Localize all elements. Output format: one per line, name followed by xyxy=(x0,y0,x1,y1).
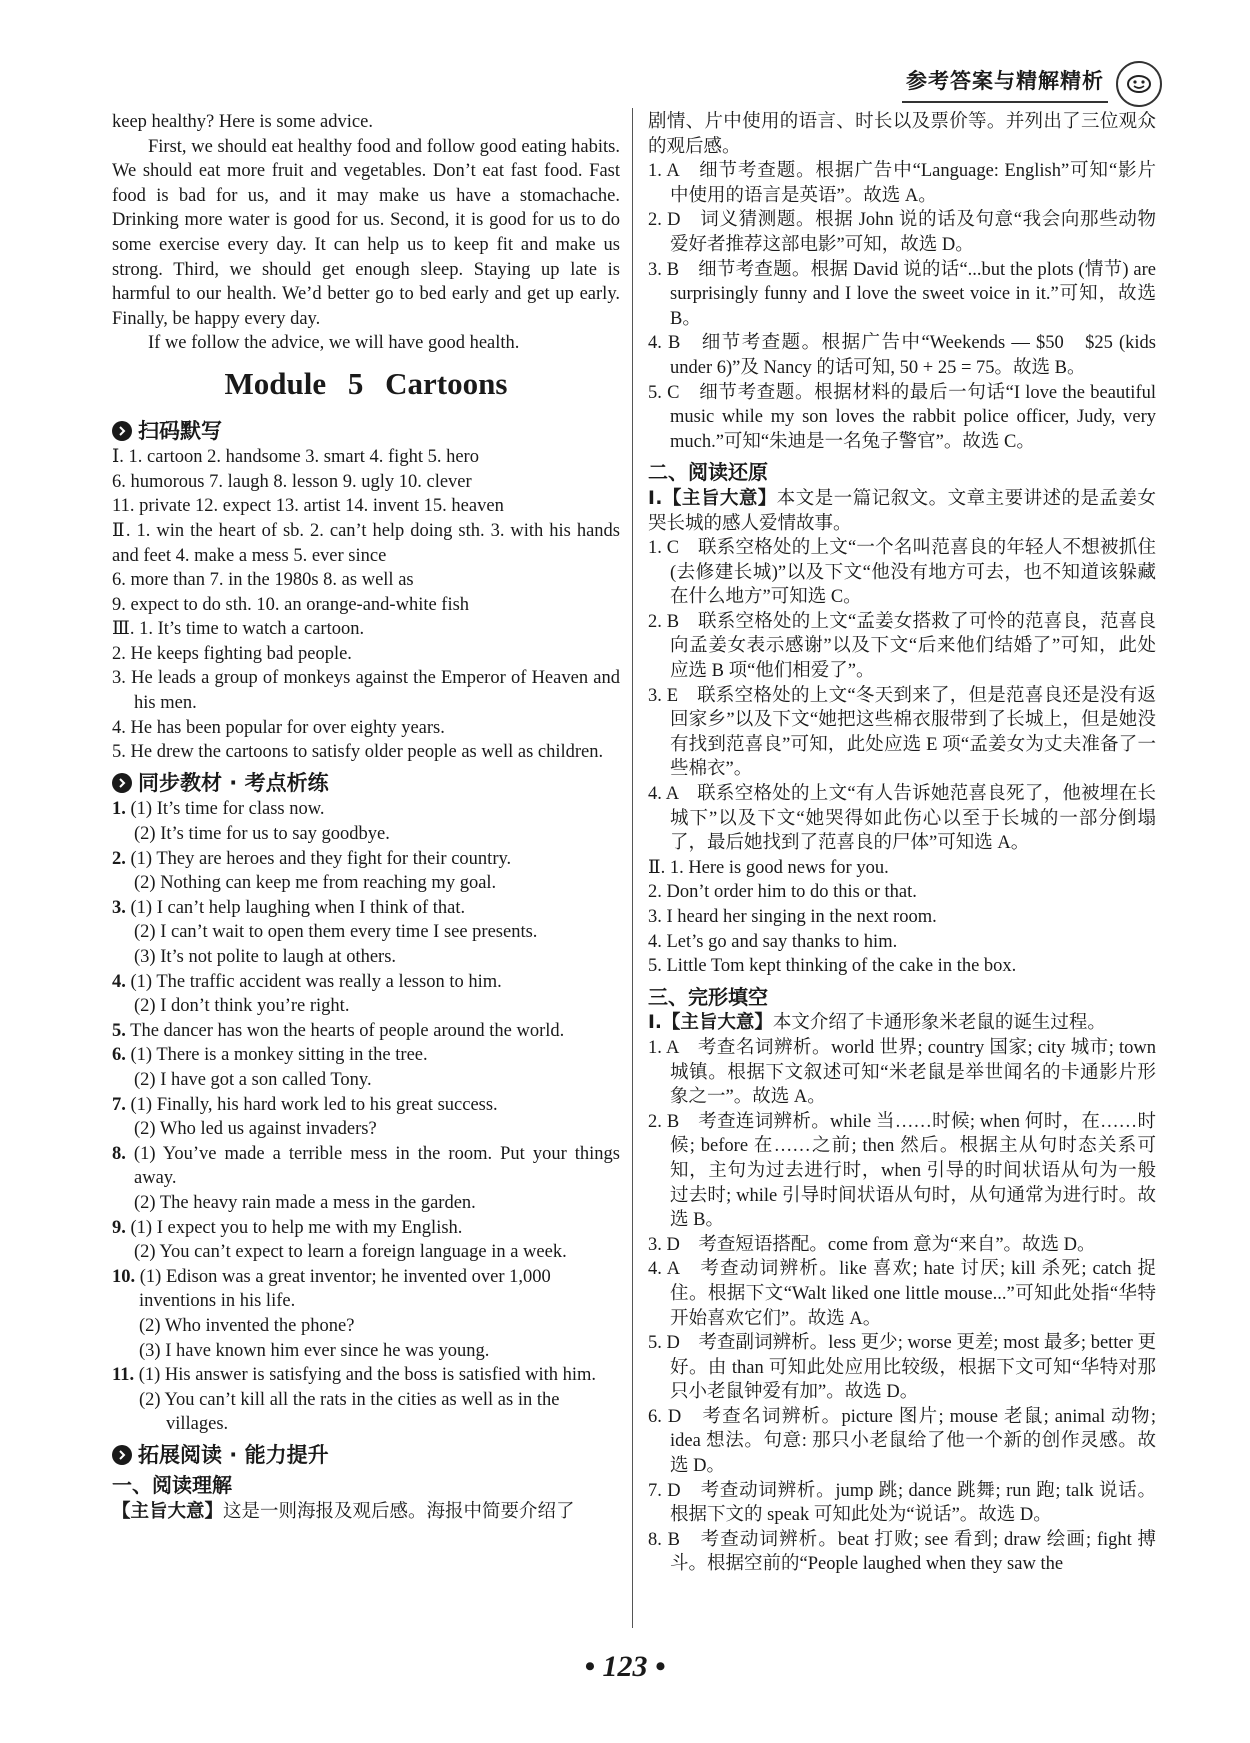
section-sync-practice xyxy=(112,771,620,796)
page-number: • 123 • xyxy=(584,1650,666,1683)
chevron-right-icon xyxy=(112,1445,132,1465)
answer-item: 1. A 考查名词辨析。world 世界; country 国家; city 城市; town 城镇。根据下文叙述可知“米老鼠是举世闻名的卡通影片形象之一”。故选 A。 xyxy=(648,1037,1156,1108)
answer-item: 2. B 联系空格处的上文“孟姜女搭救了可怜的范喜良，范喜良向孟姜女表示感谢”以及下文“后来他们结婚了”可知，此处应选 B 项“他们相爱了”。 xyxy=(648,611,1156,682)
right-column xyxy=(648,110,1156,1577)
answer-item: 4. A 联系空格处的上文“有人告诉她范喜良死了，他被埋在长城下”以及下文“她哭得如此伤心以至于长城的一部分倒塌了，最后她找到了范喜良的尸体”可知选 A。 xyxy=(648,784,1156,854)
sentence-line: 2. Don’t order him to do this or that. xyxy=(648,882,917,903)
sentence-line: Ⅱ. 1. Here is good news for you. xyxy=(648,857,889,878)
answer-item: 8. B 考查动词辨析。beat 打败; see 看到; draw 绘画; fight 搏斗。根据空前的“People laughed when they saw the xyxy=(648,1529,1156,1575)
answer-item: 3. B 细节考查题。根据 David 说的话“...but the plots (情节) are surprisingly funny and I love the sweet voice in it.”可知，故选 B。 xyxy=(648,259,1156,329)
header-title: 参考答案与精解精析 xyxy=(902,65,1108,103)
practice-item: 6. (1) There is a monkey sitting in the tree. (2) I have got a son called Tony. xyxy=(112,1045,428,1090)
smiling-book-logo-icon xyxy=(1116,61,1162,107)
phrase-line: 9. expect to do sth. 10. an orange-and-white fish xyxy=(112,594,470,615)
practice-item: 7. (1) Finally, his hard work led to his great success. (2) Who led us against invaders? xyxy=(112,1094,498,1140)
column-divider xyxy=(632,108,633,1628)
vocab-line: 6. humorous 7. laugh 8. lesson 9. ugly 10. clever xyxy=(112,471,472,492)
chevron-right-icon xyxy=(112,773,132,793)
essay-line: keep healthy? Here is some advice. xyxy=(112,112,373,132)
sentence-line: 5. He drew the cartoons to satisfy older people as well as children. xyxy=(112,742,604,763)
answer-item: 4. A 考查动词辨析。like 喜欢; hate 讨厌; kill 杀死; catch 捉住。根据下文“Walt liked one little mouse...”可知此处指“华特开始喜欢它们”。故选 A。 xyxy=(648,1259,1156,1329)
answer-item: 3. D 考查短语搭配。come from 意为“来自”。故选 D。 xyxy=(648,1234,1096,1255)
sentence-line: 5. Little Tom kept thinking of the cake in the box. xyxy=(648,956,1017,977)
vocab-line: 11. private 12. expect 13. artist 14. invent 15. heaven xyxy=(112,496,504,517)
practice-item: 10. (1) Edison was a great inventor; he invented over 1,000 inventions in his life. (2) Who invented the phone? (3) I have known him ever since he was young. xyxy=(112,1266,551,1361)
practice-item: 11. (1) His answer is satisfying and the boss is satisfied with him. (2) You can’t kill all the rats in the cities as well as in the villages. xyxy=(112,1365,597,1435)
section-title: 扫码默写 xyxy=(138,418,222,443)
summary-line: Ⅰ.【主旨大意】本文介绍了卡通形象米老鼠的诞生过程。 xyxy=(648,1012,1106,1034)
answer-item: 6. D 考查名词辨析。picture 图片; mouse 老鼠; animal 动物; idea 想法。句意: 那只小老鼠给了他一个新的创作灵感。故选 D。 xyxy=(648,1406,1156,1477)
sentence-line: 3. I heard her singing in the next room. xyxy=(648,907,937,927)
chevron-right-icon xyxy=(112,421,132,441)
answer-item: 2. D 词义猜测题。根据 John 说的话及句意“我会向那些动物爱好者推荐这部电影”可知，故选 D。 xyxy=(648,210,1156,255)
answer-item: 1. C 联系空格处的上文“一个名叫范喜良的年轻人不想被抓住(去修建长城)”以及下文“他没有地方可去，也不知道该躲藏在什么地方”可知选 C。 xyxy=(648,538,1156,608)
section-extended-reading xyxy=(112,1443,620,1468)
summary-line: Ⅰ.【主旨大意】本文是一篇记叙文。文章主要讲述的是孟姜女哭长城的感人爱情故事。 xyxy=(648,487,1156,534)
section-scan-write xyxy=(112,419,620,444)
sentence-line: 4. Let’s go and say thanks to him. xyxy=(648,931,898,952)
essay-conclusion: If we follow the advice, we will have good health. xyxy=(148,333,520,354)
sentence-line: 4. He has been popular for over eighty years. xyxy=(112,717,445,738)
phrase-line: 6. more than 7. in the 1980s 8. as well as xyxy=(112,570,414,591)
left-column xyxy=(112,110,620,1525)
practice-item: 2. (1) They are heroes and they fight for their country. (2) Nothing can keep me from reaching my goal. xyxy=(112,848,512,894)
practice-item: 5. The dancer has won the hearts of people around the world. xyxy=(112,1020,565,1041)
answer-item: 5. D 考查副词辨析。less 更少; worse 更差; most 最多; better 更好。由 than 可知此处应用比较级，根据下文可知“华特对那只小老鼠钟爱有加”。故选 D。 xyxy=(648,1333,1156,1403)
module-title: Module 5 Cartoons xyxy=(224,365,508,401)
answer-item: 1. A 细节考查题。根据广告中“Language: English”可知“影片中使用的语言是英语”。故选 A。 xyxy=(648,161,1156,206)
answer-item: 4. B 细节考查题。根据广告中“Weekends — $50 $25 (kids under 6)”及 Nancy 的话可知, 50 + 25 = 75。故选 B。 xyxy=(648,333,1156,378)
summary-continued: 剧情、片中使用的语言、时长以及票价等。并列出了三位观众的观后感。 xyxy=(648,112,1156,157)
section-title: 同步教材 · 考点析练 xyxy=(138,770,329,795)
practice-item: 3. (1) I can’t help laughing when I think of that. (2) I can’t wait to open them every time I see presents. (3) It’s not polite to laugh at others. xyxy=(112,897,538,967)
summary-line: 【主旨大意】这是一则海报及观后感。海报中简要介绍了 xyxy=(112,1501,575,1523)
sentence-line: Ⅲ. 1. It’s time to watch a cartoon. xyxy=(112,619,365,640)
answer-item: 5. C 细节考查题。根据材料的最后一句话“I love the beautiful music while my son loves the rabbit police officer, Judy, very much.”可知“朱迪是一名兔子警官”。故选 C。 xyxy=(648,382,1156,452)
practice-item: 8. (1) You’ve made a terrible mess in the room. Put your things away. (2) The heavy rain made a mess in the garden. xyxy=(112,1143,621,1213)
sentence-line: 3. He leads a group of monkeys against the Emperor of Heaven and his men. xyxy=(112,668,620,714)
section-title: 拓展阅读 · 能力提升 xyxy=(138,1442,329,1467)
phrase-line: Ⅱ. 1. win the heart of sb. 2. can’t help doing sth. 3. with his hands and feet 4. make a mess 5. ever since xyxy=(112,520,620,566)
answer-item: 2. B 考查连词辨析。while 当……时候; when 何时，在……时候; before 在……之前; then 然后。根据主从句时态关系可知，主句为过去进行时，when 引导的时间状语从句为一般过去时; while 引导时间状语从句时，从句通常为进行时。故选 B。 xyxy=(648,1111,1156,1231)
practice-item: 4. (1) The traffic accident was really a lesson to him. (2) I don’t think you’re right. xyxy=(112,971,502,1017)
answer-item: 7. D 考查动词辨析。jump 跳; dance 跳舞; run 跑; talk 说话。根据下文的 speak 可知此处为“说话”。故选 D。 xyxy=(648,1480,1156,1526)
answer-item: 3. E 联系空格处的上文“冬天到来了，但是范喜良还是没有返回家乡”以及下文“她把这些棉衣服带到了长城上，但是她没有找到范喜良”可知，此处应选 E 项“孟姜女为丈夫准备了一些棉衣”。 xyxy=(648,685,1156,780)
subsection-title: 二、阅读还原 xyxy=(648,460,768,485)
subsection-title: 三、完形填空 xyxy=(648,984,768,1009)
subsection-title: 一、阅读理解 xyxy=(112,1473,232,1498)
page-header xyxy=(902,60,1162,108)
practice-item: 9. (1) I expect you to help me with my English. (2) You can’t expect to learn a foreign language in a week. xyxy=(112,1217,567,1263)
vocab-line: Ⅰ. 1. cartoon 2. handsome 3. smart 4. fight 5. hero xyxy=(112,447,479,468)
sentence-line: 2. He keeps fighting bad people. xyxy=(112,643,352,664)
practice-item: 1. (1) It’s time for class now. (2) It’s time for us to say goodbye. xyxy=(112,799,390,845)
essay-paragraph: First, we should eat healthy food and follow good eating habits. We should eat more fruit and vegetables. Don’t eat fast food. Fast food is bad for us, and it may make us have a stomachache. Drinking more water is good for us. Second, it is good for us to do some exercise every day. It can help us to keep fit and make us strong. Third, we should get enough sleep. Staying up late is harmful to our health. We’d better go to bed early and get up early. Finally, be happy every day. xyxy=(112,136,620,329)
